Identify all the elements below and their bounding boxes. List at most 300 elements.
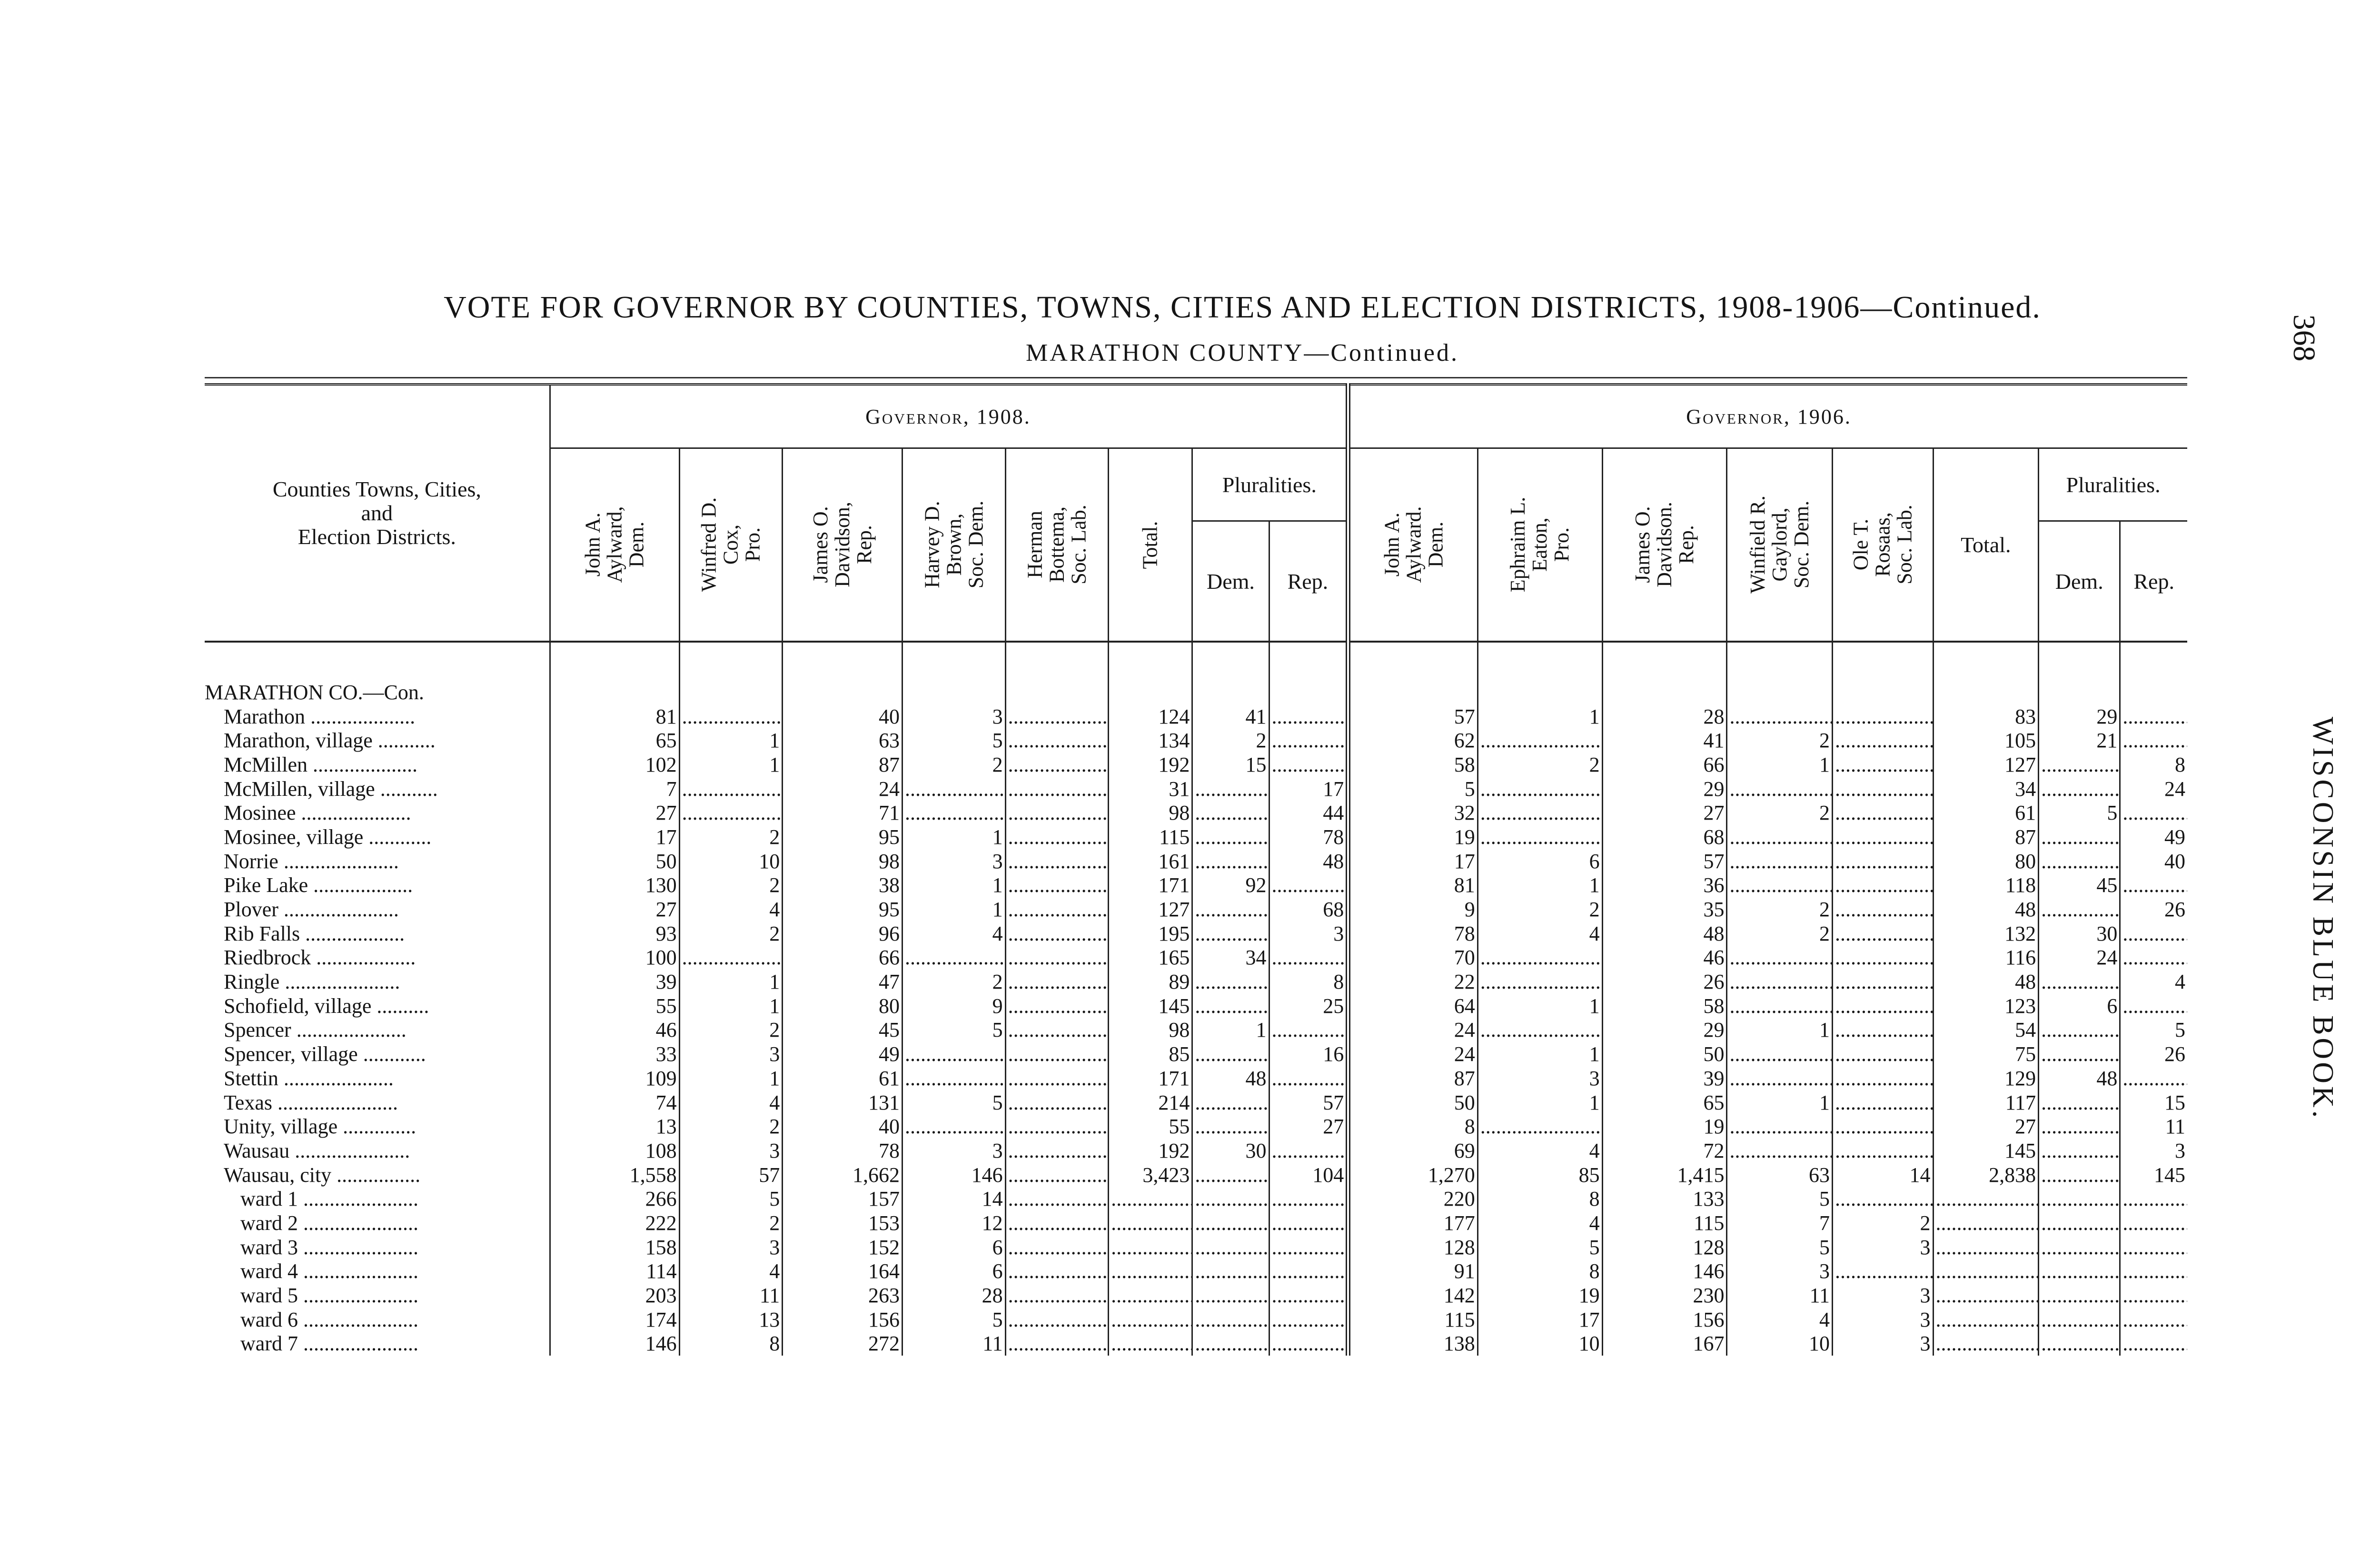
vote-cell-1906: 6 (2039, 994, 2120, 1018)
vote-cell-1908: 41 (1192, 704, 1269, 729)
vote-cell-1908: 96 (783, 922, 902, 946)
vote-cell-1906: 36 (1602, 873, 1727, 898)
vote-cell-1908: 85 (1109, 1042, 1192, 1066)
vote-cell-1908: 3 (679, 1235, 783, 1259)
vote-cell-1908: 98 (1109, 801, 1192, 825)
vote-cell-1908 (1005, 728, 1109, 753)
vote-cell-1906 (2120, 1187, 2187, 1211)
col-eaton-1906: Ephraim L. Eaton, Pro. (1478, 448, 1602, 642)
vote-cell-1906: 4 (2120, 970, 2187, 994)
vote-cell-1906 (1833, 801, 1934, 825)
vote-cell-1908: 78 (783, 1139, 902, 1163)
vote-cell-1908 (1192, 897, 1269, 922)
table-row (205, 801, 2187, 825)
vote-cell-1906 (2039, 1018, 2120, 1042)
vote-cell-1908: 14 (902, 1187, 1006, 1211)
vote-cell-1908 (1269, 1139, 1348, 1163)
vote-cell-1908 (902, 777, 1006, 801)
vote-cell-1906: 27 (1933, 1114, 2039, 1139)
vote-cell-1908: 27 (1269, 1114, 1348, 1139)
vote-cell-1906: 2 (1727, 897, 1833, 922)
page-title: VOTE FOR GOVERNOR BY COUNTIES, TOWNS, CITIES AND ELECTION DISTRICTS, 1908-1906—Continued. (444, 290, 2041, 325)
table-row (205, 1283, 2187, 1308)
vote-cell-1906 (1933, 1332, 2039, 1356)
district-name: McMillen .................... (224, 753, 417, 776)
vote-cell-1908: 38 (783, 873, 902, 898)
vote-cell-1906 (2120, 1066, 2187, 1090)
vote-cell-1908 (1192, 1211, 1269, 1235)
vote-cell-1906: 72 (1602, 1139, 1727, 1163)
vote-cell-1906: 29 (1602, 1018, 1727, 1042)
vote-cell-1908: 66 (783, 946, 902, 970)
vote-cell-1908: 28 (902, 1283, 1006, 1308)
vote-cell-1908: 1 (902, 897, 1006, 922)
vote-cell-1908 (1269, 873, 1348, 898)
vote-cell-1908: 78 (1269, 825, 1348, 849)
district-name: Stettin ..................... (224, 1066, 394, 1090)
vote-cell-1908 (1269, 704, 1348, 729)
vote-cell-1908 (1192, 1163, 1269, 1187)
vote-cell-1906 (2039, 753, 2120, 777)
vote-cell-1908: 12 (902, 1211, 1006, 1235)
vote-cell-1906: 80 (1933, 849, 2039, 873)
vote-cell-1906: 1 (1727, 1018, 1833, 1042)
vote-cell-1908: 171 (1109, 873, 1192, 898)
vote-cell-1906 (1727, 704, 1833, 729)
district-name: Texas ....................... (224, 1090, 398, 1114)
vote-cell-1908 (1109, 1211, 1192, 1235)
vote-cell-1908: 100 (550, 946, 679, 970)
vote-cell-1906 (1727, 849, 1833, 873)
vote-cell-1906: 28 (1602, 704, 1727, 729)
vote-cell-1906 (1833, 1090, 1934, 1115)
vote-cell-1906 (1833, 1018, 1934, 1042)
vote-cell-1906 (1833, 728, 1934, 753)
vote-cell-1908 (1269, 1018, 1348, 1042)
vote-cell-1908: 49 (783, 1042, 902, 1066)
vote-cell-1908: 17 (1269, 777, 1348, 801)
vote-cell-1908 (1192, 922, 1269, 946)
vote-cell-1906: 14 (1833, 1163, 1934, 1187)
vote-cell-1906: 2 (1727, 728, 1833, 753)
vote-cell-1908 (1005, 1163, 1109, 1187)
vote-cell-1906: 11 (2120, 1114, 2187, 1139)
vote-cell-1908: 63 (783, 728, 902, 753)
vote-cell-1906 (2120, 728, 2187, 753)
vote-cell-1906: 1 (1478, 994, 1602, 1018)
vote-cell-1908: 272 (783, 1332, 902, 1356)
district-name: ward 2 ...................... (240, 1211, 418, 1235)
district-name: Marathon, village ........... (224, 729, 436, 753)
district-name: Unity, village .............. (224, 1115, 416, 1139)
vote-cell-1908: 2 (679, 1114, 783, 1139)
district-name: Plover ...................... (224, 898, 399, 922)
vote-cell-1906 (1727, 1114, 1833, 1139)
vote-cell-1908: 48 (1192, 1066, 1269, 1090)
vote-cell-1908: 2 (679, 1018, 783, 1042)
vote-cell-1906 (2039, 777, 2120, 801)
vote-cell-1908 (1192, 970, 1269, 994)
vote-cell-1906: 8 (1478, 1259, 1602, 1284)
vote-cell-1908: 192 (1109, 753, 1192, 777)
vote-cell-1906 (1478, 825, 1602, 849)
vote-cell-1908: 11 (679, 1283, 783, 1308)
vote-cell-1908: 2 (679, 922, 783, 946)
vote-cell-1908 (1005, 1283, 1109, 1308)
vote-cell-1908 (1005, 1187, 1109, 1211)
vote-cell-1908 (1109, 1235, 1192, 1259)
vote-cell-1906 (1727, 970, 1833, 994)
vote-cell-1908 (1192, 849, 1269, 873)
row-label-header (205, 385, 550, 642)
table-row (205, 1114, 2187, 1139)
vote-cell-1906: 138 (1348, 1332, 1478, 1356)
district-name: Norrie ...................... (224, 849, 399, 873)
col-aylward-1908: John A. Aylward, Dem. (550, 448, 679, 642)
vote-cell-1906: 5 (2120, 1018, 2187, 1042)
vote-cell-1906: 64 (1348, 994, 1478, 1018)
district-name: ward 5 ...................... (240, 1284, 418, 1308)
vote-cell-1908: 34 (1192, 946, 1269, 970)
vote-cell-1908 (679, 946, 783, 970)
vote-cell-1906 (1478, 1114, 1602, 1139)
vote-cell-1906 (1833, 873, 1934, 898)
vote-cell-1906: 129 (1933, 1066, 2039, 1090)
vote-cell-1906: 22 (1348, 970, 1478, 994)
vote-cell-1908: 40 (783, 704, 902, 729)
vote-cell-1906: 46 (1602, 946, 1727, 970)
vote-cell-1908: 93 (550, 922, 679, 946)
district-name: ward 7 ...................... (240, 1332, 418, 1356)
vote-cell-1908 (1269, 753, 1348, 777)
vote-cell-1908: 89 (1109, 970, 1192, 994)
vote-cell-1906: 19 (1478, 1283, 1602, 1308)
vote-cell-1908: 203 (550, 1283, 679, 1308)
vote-cell-1906: 177 (1348, 1211, 1478, 1235)
vote-cell-1906: 87 (1933, 825, 2039, 849)
col-pluralities-1906: Pluralities. (2039, 448, 2187, 521)
table-row (205, 825, 2187, 849)
vote-cell-1908: 174 (550, 1308, 679, 1332)
vote-cell-1906: 57 (1602, 849, 1727, 873)
vote-cell-1906: 85 (1478, 1163, 1602, 1187)
vote-cell-1908: 16 (1269, 1042, 1348, 1066)
vote-cell-1908 (1005, 1308, 1109, 1332)
vote-cell-1908 (1269, 1187, 1348, 1211)
vote-cell-1908 (1005, 777, 1109, 801)
vote-cell-1908: 5 (902, 1018, 1006, 1042)
vote-cell-1908: 115 (1109, 825, 1192, 849)
vote-cell-1906: 10 (1727, 1332, 1833, 1356)
vote-cell-1908: 95 (783, 897, 902, 922)
district-name: Riedbrock ................... (224, 946, 416, 970)
vote-cell-1908: 7 (550, 777, 679, 801)
vote-cell-1906: 5 (1478, 1235, 1602, 1259)
col-dem-plurality-1908: Dem. (1192, 521, 1269, 642)
vote-cell-1906 (2039, 1090, 2120, 1115)
vote-cell-1908: 2 (902, 970, 1006, 994)
vote-cell-1908 (1005, 922, 1109, 946)
vote-cell-1908: 57 (679, 1163, 783, 1187)
vote-cell-1908: 130 (550, 873, 679, 898)
vote-cell-1906 (2120, 946, 2187, 970)
col-rep-plurality-1906: Rep. (2120, 521, 2187, 642)
table-row (205, 922, 2187, 946)
vote-cell-1908: 45 (783, 1018, 902, 1042)
vote-cell-1906: 230 (1602, 1283, 1727, 1308)
row-label-line1: Counties Towns, Cities, (272, 477, 481, 501)
vote-cell-1906: 48 (1602, 922, 1727, 946)
vote-cell-1906 (2039, 1114, 2120, 1139)
vote-cell-1906: 9 (1348, 897, 1478, 922)
vote-cell-1906 (1833, 1042, 1934, 1066)
vote-cell-1908: 4 (679, 897, 783, 922)
vote-cell-1908: 214 (1109, 1090, 1192, 1115)
vote-cell-1908: 171 (1109, 1066, 1192, 1090)
vote-cell-1906: 21 (2039, 728, 2120, 753)
vote-cell-1908 (1005, 1332, 1109, 1356)
vote-cell-1908 (902, 946, 1006, 970)
table-row (205, 1163, 2187, 1187)
vote-cell-1906: 4 (1727, 1308, 1833, 1332)
vote-cell-1906: 26 (2120, 1042, 2187, 1066)
vote-cell-1908: 4 (902, 922, 1006, 946)
vote-cell-1908: 25 (1269, 994, 1348, 1018)
vote-cell-1908: 145 (1109, 994, 1192, 1018)
district-name: ward 3 ...................... (240, 1235, 418, 1259)
vote-cell-1906: 118 (1933, 873, 2039, 898)
vote-cell-1906 (2120, 873, 2187, 898)
vote-cell-1908: 31 (1109, 777, 1192, 801)
vote-cell-1908: 33 (550, 1042, 679, 1066)
vote-cell-1906: 3 (1727, 1259, 1833, 1284)
district-name: Mosinee ..................... (224, 801, 411, 825)
vote-cell-1906 (2120, 1235, 2187, 1259)
vote-cell-1908: 146 (902, 1163, 1006, 1187)
vote-cell-1908: 61 (783, 1066, 902, 1090)
table-row (205, 994, 2187, 1018)
vote-cell-1908 (1192, 801, 1269, 825)
vote-cell-1906 (1478, 1018, 1602, 1042)
vote-cell-1908 (1005, 753, 1109, 777)
vote-cell-1906: 1 (1478, 1090, 1602, 1115)
vote-cell-1908: 3 (1269, 922, 1348, 946)
table-row (205, 1308, 2187, 1332)
vote-cell-1908: 266 (550, 1187, 679, 1211)
vote-cell-1908: 13 (550, 1114, 679, 1139)
vote-cell-1908 (1005, 1090, 1109, 1115)
vote-cell-1906: 34 (1933, 777, 2039, 801)
col-davidson-1908: James O. Davidson, Rep. (783, 448, 902, 642)
vote-cell-1908 (1269, 1283, 1348, 1308)
table-row (205, 1235, 2187, 1259)
vote-cell-1906 (1833, 897, 1934, 922)
vote-cell-1908: 1 (679, 753, 783, 777)
vote-cell-1908: 3 (902, 704, 1006, 729)
table-row (205, 704, 2187, 729)
vote-cell-1906: 8 (1478, 1187, 1602, 1211)
vote-cell-1906 (1833, 1187, 1934, 1211)
table-row (205, 777, 2187, 801)
vote-cell-1906 (1933, 1308, 2039, 1332)
vote-cell-1906: 7 (1727, 1211, 1833, 1235)
vote-cell-1906: 50 (1348, 1090, 1478, 1115)
vote-cell-1908: 1,662 (783, 1163, 902, 1187)
district-name: ward 4 ...................... (240, 1259, 418, 1283)
vote-cell-1906: 41 (1602, 728, 1727, 753)
vote-cell-1908: 98 (783, 849, 902, 873)
vote-cell-1906 (1833, 849, 1934, 873)
vote-cell-1906: 65 (1602, 1090, 1727, 1115)
vote-cell-1908: 156 (783, 1308, 902, 1332)
vote-cell-1908: 127 (1109, 897, 1192, 922)
vote-cell-1906: 30 (2039, 922, 2120, 946)
vote-cell-1906: 123 (1933, 994, 2039, 1018)
vote-cell-1908 (1109, 1283, 1192, 1308)
vote-cell-1908: 8 (1269, 970, 1348, 994)
vote-cell-1908: 108 (550, 1139, 679, 1163)
vote-cell-1906 (2039, 1283, 2120, 1308)
vote-cell-1906 (1727, 825, 1833, 849)
vote-cell-1906: 2 (1727, 922, 1833, 946)
vote-cell-1906 (1833, 1066, 1934, 1090)
vote-cell-1906 (1478, 946, 1602, 970)
vote-cell-1906 (2039, 897, 2120, 922)
vote-cell-1906: 35 (1602, 897, 1727, 922)
vote-cell-1906: 8 (2120, 753, 2187, 777)
vote-cell-1908: 57 (1269, 1090, 1348, 1115)
vote-cell-1906: 62 (1348, 728, 1478, 753)
vote-cell-1908: 40 (783, 1114, 902, 1139)
vote-cell-1908: 102 (550, 753, 679, 777)
vote-cell-1908: 152 (783, 1235, 902, 1259)
vote-cell-1906 (1833, 970, 1934, 994)
district-name: Wausau, city ................ (224, 1163, 421, 1187)
vote-cell-1906: 128 (1348, 1235, 1478, 1259)
vote-cell-1906: 116 (1933, 946, 2039, 970)
vote-cell-1906: 48 (1933, 970, 2039, 994)
vote-cell-1908: 24 (783, 777, 902, 801)
vote-cell-1906: 39 (1602, 1066, 1727, 1090)
vote-cell-1906 (1478, 970, 1602, 994)
vote-cell-1906 (1933, 1259, 2039, 1284)
vote-cell-1908 (1192, 1114, 1269, 1139)
vote-cell-1906 (1727, 946, 1833, 970)
vote-cell-1908: 92 (1192, 873, 1269, 898)
vote-cell-1908 (1005, 994, 1109, 1018)
vote-cell-1906 (1833, 1114, 1934, 1139)
vote-table (205, 383, 2187, 1356)
vote-cell-1908 (679, 777, 783, 801)
vote-cell-1906 (2039, 1042, 2120, 1066)
vote-cell-1908: 114 (550, 1259, 679, 1284)
vote-cell-1908: 1 (902, 825, 1006, 849)
vote-cell-1908: 5 (902, 1090, 1006, 1115)
vote-cell-1908: 134 (1109, 728, 1192, 753)
vote-cell-1906: 49 (2120, 825, 2187, 849)
col-rosaas-1906: Ole T. Rosaas, Soc. Lab. (1833, 448, 1934, 642)
page-number: 368 (2287, 314, 2321, 362)
vote-cell-1908 (1269, 1066, 1348, 1090)
vote-cell-1908: 50 (550, 849, 679, 873)
vote-cell-1908: 3 (679, 1042, 783, 1066)
vote-cell-1906: 29 (1602, 777, 1727, 801)
vote-cell-1908: 5 (902, 728, 1006, 753)
vote-cell-1908 (1005, 1211, 1109, 1235)
vote-cell-1908 (1005, 1259, 1109, 1284)
vote-cell-1908 (1005, 1018, 1109, 1042)
vote-cell-1906 (2039, 849, 2120, 873)
vote-cell-1908: 161 (1109, 849, 1192, 873)
col-dem-plurality-1906: Dem. (2039, 521, 2120, 642)
district-name: McMillen, village ........... (224, 777, 438, 801)
vote-cell-1908: 146 (550, 1332, 679, 1356)
vote-cell-1906 (1727, 873, 1833, 898)
vote-cell-1908: 2 (679, 1211, 783, 1235)
vote-cell-1908: 47 (783, 970, 902, 994)
vote-cell-1908: 5 (679, 1187, 783, 1211)
vote-cell-1906: 45 (2039, 873, 2120, 898)
vote-cell-1906: 63 (1727, 1163, 1833, 1187)
vote-cell-1906: 50 (1602, 1042, 1727, 1066)
vote-cell-1906: 15 (2120, 1090, 2187, 1115)
col-davidson-1906: James O. Davidson. Rep. (1602, 448, 1727, 642)
district-name: Schofield, village .......... (224, 994, 429, 1018)
vote-cell-1908 (1192, 1187, 1269, 1211)
table-row (205, 1090, 2187, 1115)
col-brown-1908: Harvey D. Brown, Soc. Dem. (902, 448, 1006, 642)
vote-cell-1906: 2 (1478, 897, 1602, 922)
district-name: Ringle ...................... (224, 970, 400, 994)
vote-cell-1908 (1269, 1211, 1348, 1235)
vote-cell-1908: 104 (1269, 1163, 1348, 1187)
vote-cell-1906: 69 (1348, 1139, 1478, 1163)
vote-cell-1906: 167 (1602, 1332, 1727, 1356)
vote-cell-1908: 131 (783, 1090, 902, 1115)
district-name: Wausau ...................... (224, 1139, 410, 1162)
vote-cell-1906 (2039, 1163, 2120, 1187)
table-row (205, 849, 2187, 873)
vote-cell-1906 (1478, 728, 1602, 753)
vote-cell-1906 (1727, 1139, 1833, 1163)
vote-cell-1908 (902, 1114, 1006, 1139)
vote-cell-1906 (1727, 994, 1833, 1018)
col-rep-plurality-1908: Rep. (1269, 521, 1348, 642)
vote-cell-1906 (1727, 1042, 1833, 1066)
county-heading-row (205, 678, 2187, 704)
vote-cell-1906: 24 (2039, 946, 2120, 970)
vote-cell-1906: 32 (1348, 801, 1478, 825)
vote-cell-1906 (2039, 1308, 2120, 1332)
vote-cell-1908: 4 (679, 1090, 783, 1115)
vote-cell-1906: 75 (1933, 1042, 2039, 1066)
vote-cell-1908: 109 (550, 1066, 679, 1090)
vote-cell-1908 (1005, 873, 1109, 898)
district-name: Spencer, village ............ (224, 1042, 426, 1066)
vote-cell-1906: 128 (1602, 1235, 1727, 1259)
table-row (205, 1259, 2187, 1284)
vote-cell-1906: 1 (1727, 1090, 1833, 1115)
vote-cell-1906 (2039, 1187, 2120, 1211)
vote-cell-1906 (2120, 922, 2187, 946)
vote-cell-1906: 5 (2039, 801, 2120, 825)
vote-cell-1908: 195 (1109, 922, 1192, 946)
vote-cell-1908: 2 (679, 825, 783, 849)
district-name: Mosinee, village ............ (224, 825, 432, 849)
vote-cell-1906: 70 (1348, 946, 1478, 970)
vote-cell-1908 (1269, 946, 1348, 970)
table-row (205, 1139, 2187, 1163)
